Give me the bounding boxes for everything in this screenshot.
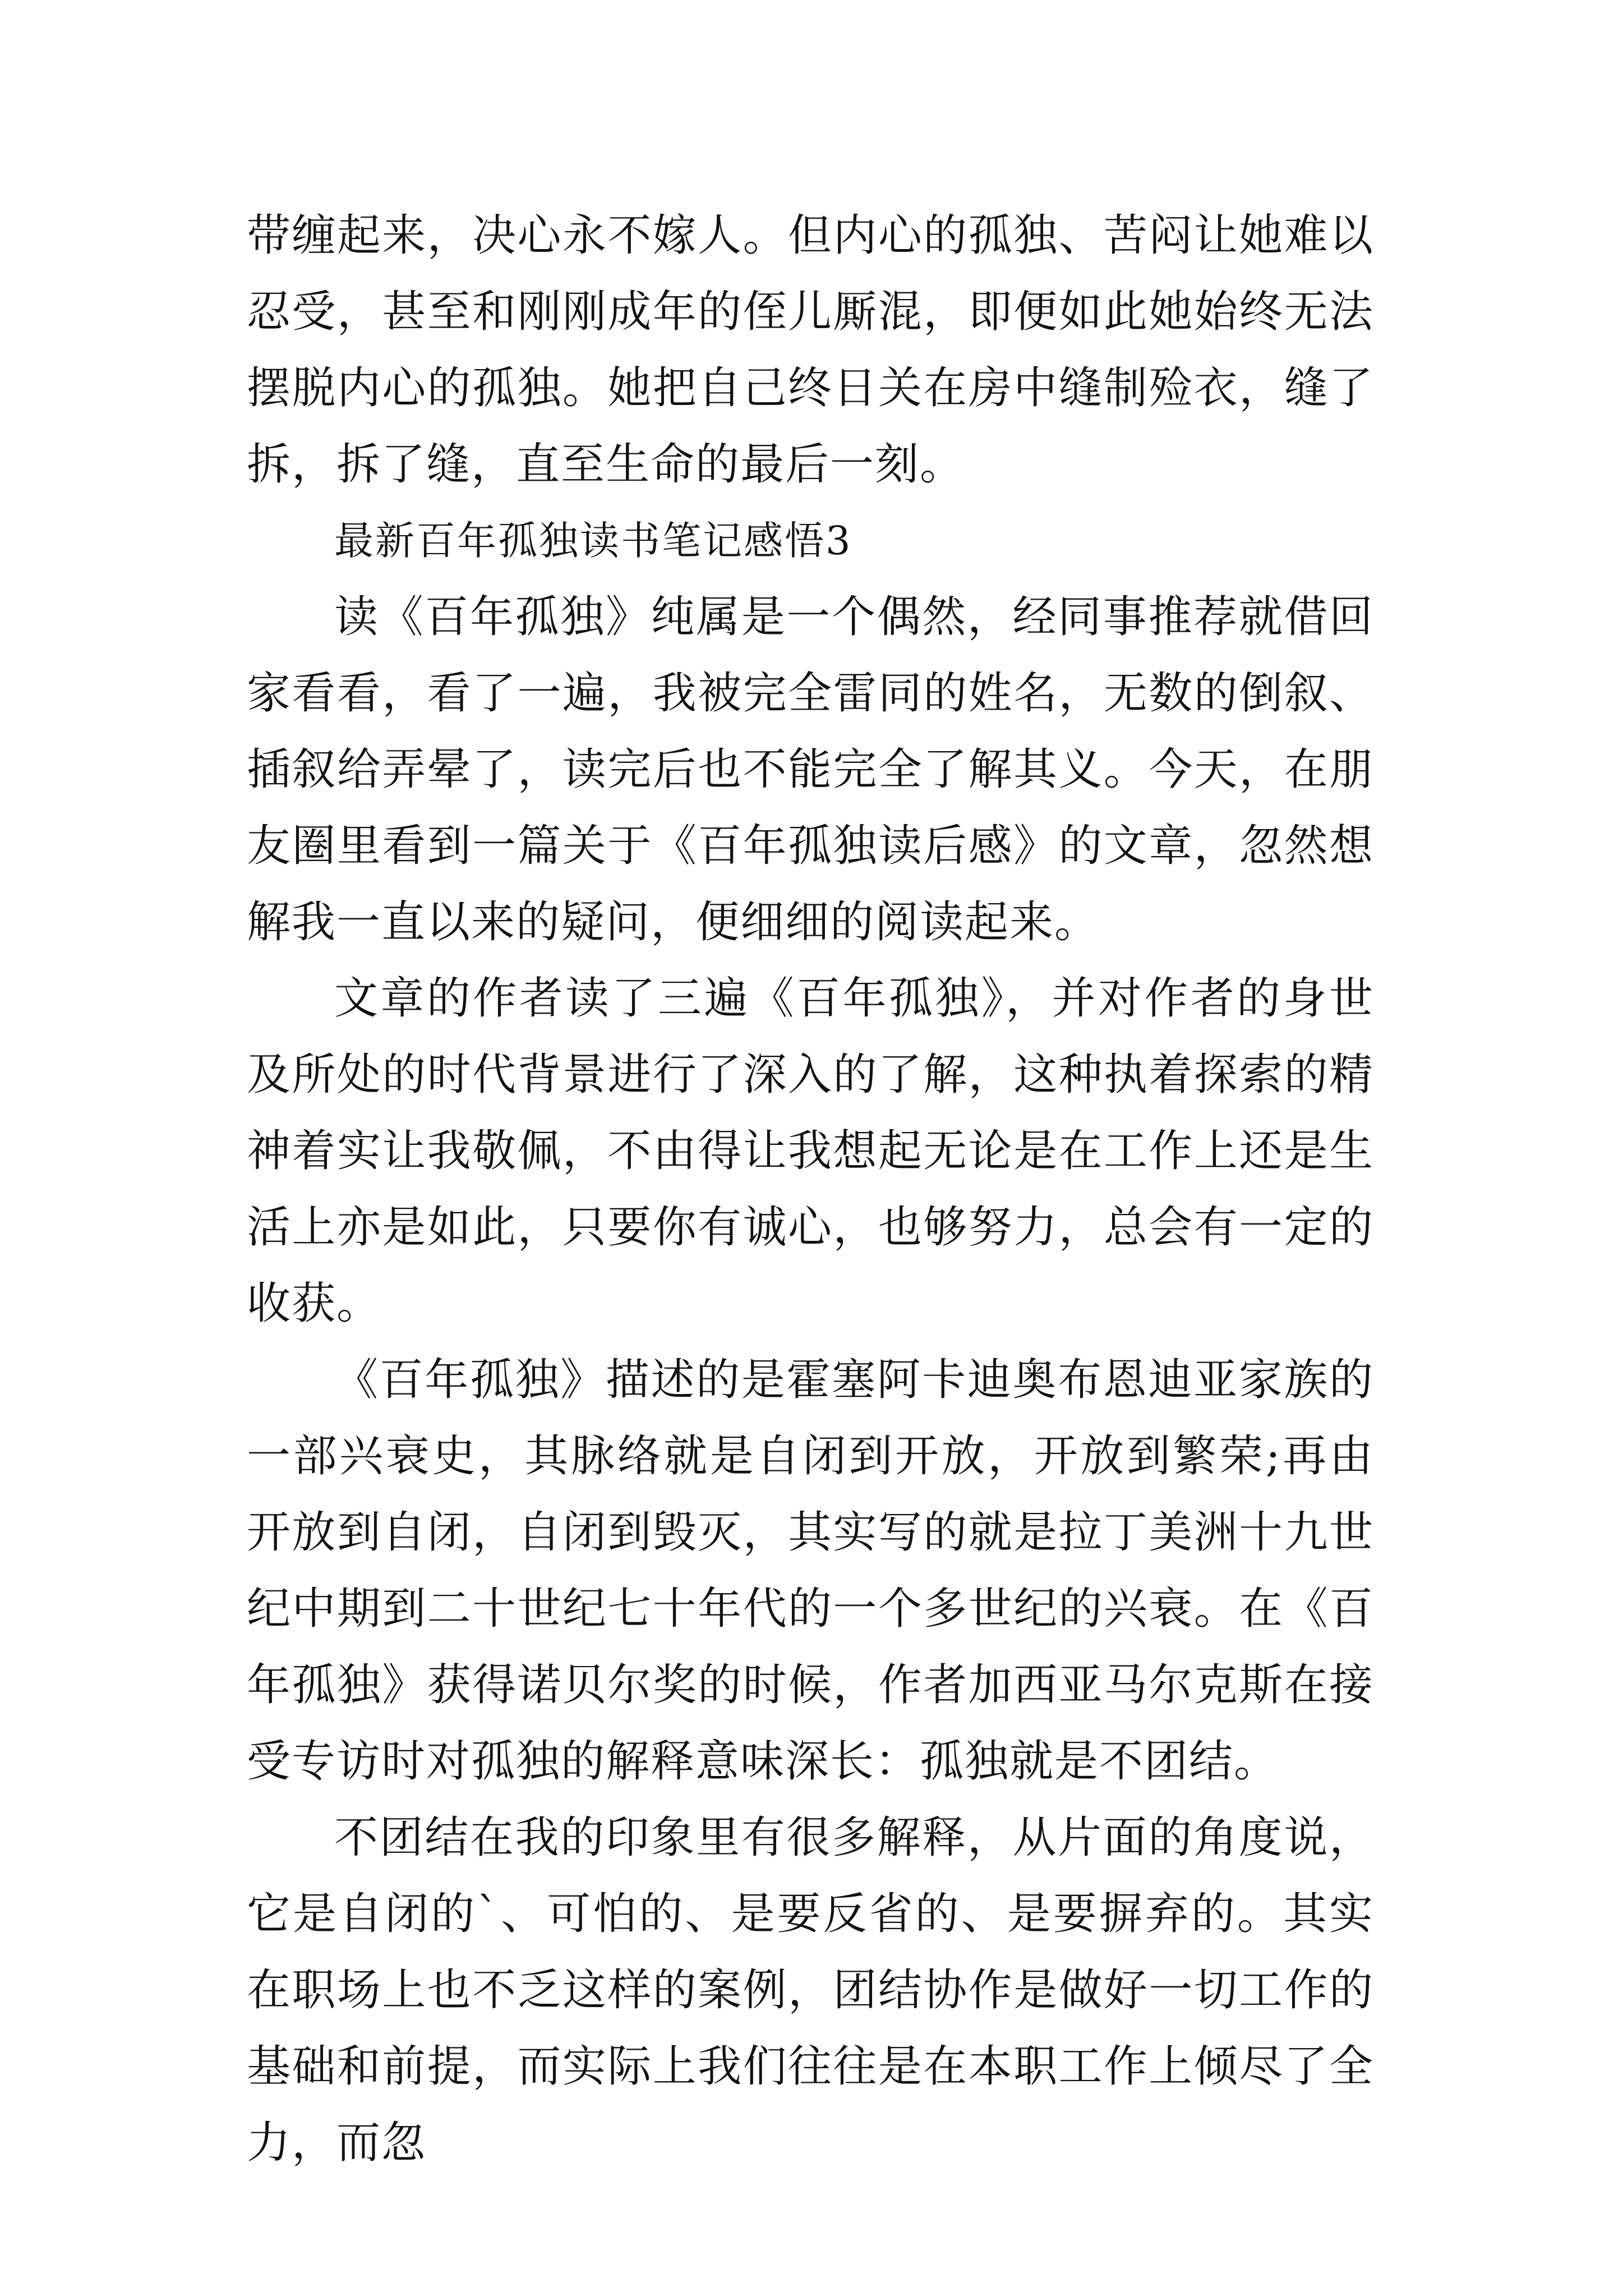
- paragraph-2: 文章的作者读了三遍《百年孤独》，并对作者的身世及所处的时代背景进行了深入的了解，这种执着探索的精神着实让我敬佩，不由得让我想起无论是在工作上还是生活上亦是如此，只要你有诚心，也够努力，总会有一定的收获。: [247, 973, 1374, 1329]
- paragraph-4: 不团结在我的印象里有很多解释，从片面的角度说，它是自闭的`、可怕的、是要反省的、是要摒弃的。其实在职场上也不乏这样的案例，团结协作是做好一切工作的基础和前提，而实际上我们往往是在本职工作上倾尽了全力，而忽: [247, 1812, 1374, 2168]
- document-body: [247, 197, 1374, 2181]
- paragraph-1: 读《百年孤独》纯属是一个偶然，经同事推荐就借回家看看，看了一遍，我被完全雷同的姓名，无数的倒叙、插叙给弄晕了，读完后也不能完全了解其义。今天，在朋友圈里看到一篇关于《百年孤独读后感》的文章，忽然想解我一直以来的疑问，便细细的阅读起来。: [247, 592, 1374, 947]
- paragraph-continuation: 带缠起来，决心永不嫁人。但内心的孤独、苦闷让她难以忍受，甚至和刚刚成年的侄儿厮混，即便如此她始终无法摆脱内心的孤独。她把自己终日关在房中缝制殓衣，缝了拆，拆了缝，直至生命的最后一刻。: [247, 210, 1374, 490]
- section-title: 最新百年孤独读书笔记感悟3: [334, 518, 852, 564]
- paragraph-3: 《百年孤独》描述的是霍塞阿卡迪奥布恩迪亚家族的一部兴衰史，其脉络就是自闭到开放，开放到繁荣;再由开放到自闭，自闭到毁灭，其实写的就是拉丁美洲十九世纪中期到二十世纪七十年代的一个多世纪的兴衰。在《百年孤独》获得诺贝尔奖的时候，作者加西亚马尔克斯在接受专访时对孤独的解释意味深长：孤独就是不团结。: [247, 1355, 1374, 1787]
